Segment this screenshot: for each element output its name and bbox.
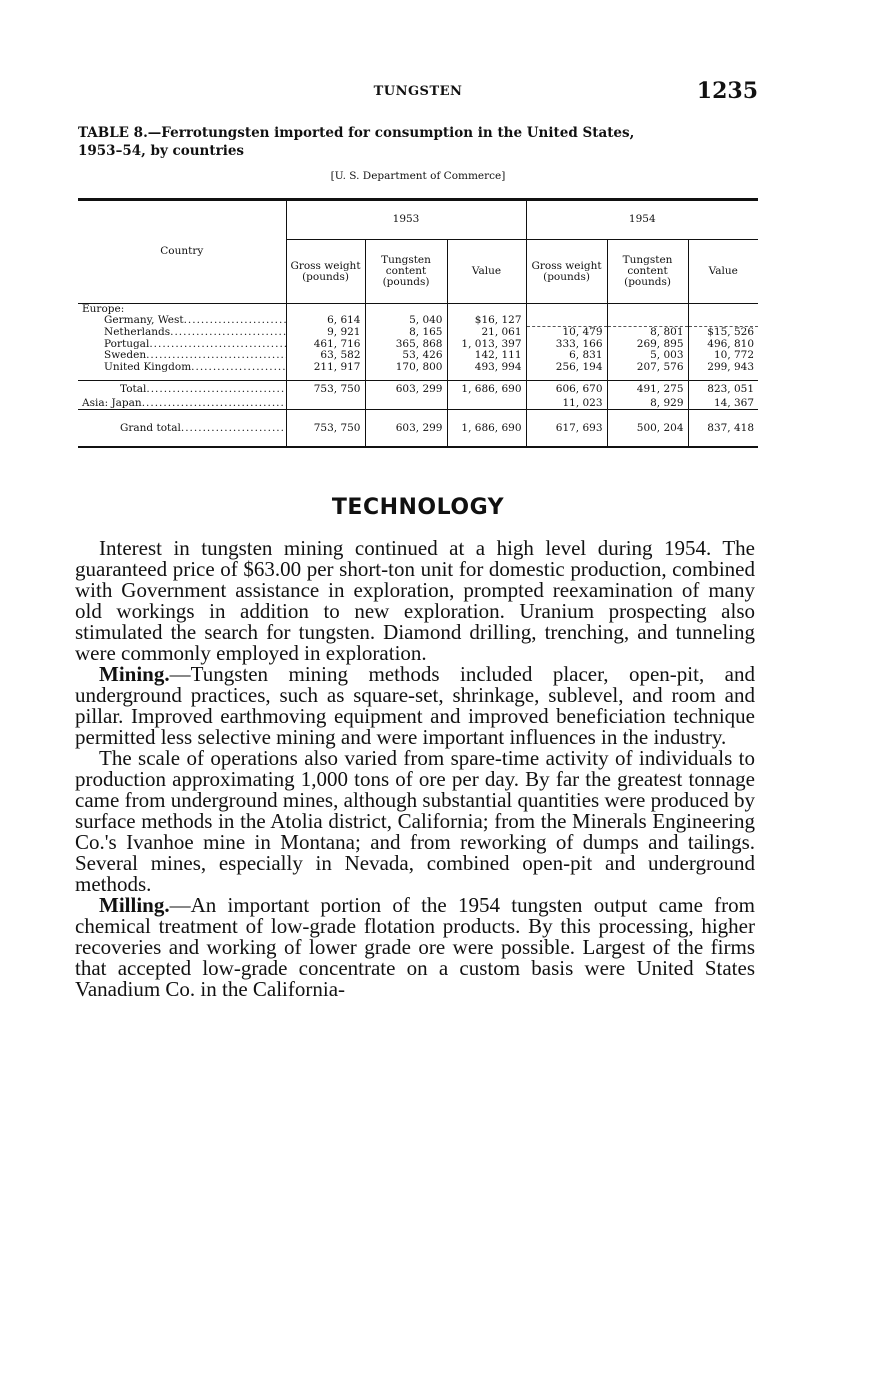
cell: 493, 994: [447, 362, 526, 373]
row-label: United Kingdom .....: [78, 362, 286, 373]
cell: 63, 582: [286, 350, 365, 361]
run-in-heading-milling: Milling.: [99, 893, 170, 917]
cell: 8, 165: [365, 327, 447, 339]
cell: [526, 315, 607, 326]
cell: 10, 479: [526, 327, 607, 339]
cell: 269, 895: [607, 339, 688, 350]
column-header-year-1953: 1953: [286, 200, 526, 240]
table-caption-line1: TABLE 8.—Ferrotungsten imported for consumption in the United States,: [78, 125, 635, 141]
cell: 461, 716: [286, 339, 365, 350]
cell: [286, 398, 365, 410]
table-row-total: [78, 381, 758, 398]
run-in-heading-mining: Mining.: [99, 662, 170, 686]
table-row: [78, 362, 758, 373]
page-number: 1235: [696, 78, 758, 104]
cell: 10, 772: [688, 350, 758, 361]
cell: 365, 868: [365, 339, 447, 350]
cell: 603, 299: [365, 381, 447, 398]
table-row-grand-total: [78, 410, 758, 448]
paragraph-scale: The scale of operations also varied from spare-time activity of individuals to production approximating 1,000 tons of ore per day. By far the greatest tonnage came from underground mines, although substantial quantities were produced by surface methods in the Atolia district, California; from the Minerals Engineering Co.'s Ivanhoe mine in Montana; and from reworking of dumps and tailings. Several mines, especially in Nevada, combined open-pit and underground methods.: [75, 746, 755, 896]
region-label-europe: Europe:: [82, 303, 125, 315]
paragraph-milling: [75, 895, 755, 1000]
cell: 9, 921: [286, 327, 365, 339]
cell: 606, 670: [526, 381, 607, 398]
cell: 491, 275: [607, 381, 688, 398]
row-label-grand-total: Grand total .....: [78, 410, 286, 448]
cell: 1, 013, 397: [447, 339, 526, 350]
cell: 53, 426: [365, 350, 447, 361]
cell: 8, 929: [607, 398, 688, 410]
row-label: Portugal .....: [78, 339, 286, 350]
running-header: [78, 78, 758, 108]
cell: 8, 801: [607, 327, 688, 339]
paragraph-interest: Interest in tungsten mining continued at a high level during 1954. The guaranteed price of $63.00 per short-ton unit for domestic production, combined with Government assistance in exploration, prompted reexamination of many old workings in addition to new exploration. Uranium prospecting also stimulated the search for tungsten. Diamond drilling, trenching, and tunneling were commonly employed in exploration.: [75, 536, 755, 665]
cell: 496, 810: [688, 339, 758, 350]
running-title: TUNGSTEN: [373, 84, 463, 99]
cell: [688, 315, 758, 326]
cell: 1, 686, 690: [447, 381, 526, 398]
cell: 299, 943: [688, 362, 758, 373]
table-row: [78, 327, 758, 339]
table-caption: [78, 124, 758, 160]
cell: 837, 418: [688, 410, 758, 448]
cell: 6, 831: [526, 350, 607, 361]
cell: 21, 061: [447, 327, 526, 339]
column-header-tungsten-content-1953: Tungsten content (pounds): [365, 240, 447, 304]
row-label-total: Total .....: [78, 381, 286, 398]
column-header-gross-weight-1953: Gross weight (pounds): [286, 240, 365, 304]
cell: 753, 750: [286, 381, 365, 398]
cell: 14, 367: [688, 398, 758, 410]
cell: 753, 750: [286, 410, 365, 448]
row-label-asia-japan: Asia: Japan .....: [78, 398, 286, 410]
column-header-gross-weight-1954: Gross weight (pounds): [526, 240, 607, 304]
cell: 170, 800: [365, 362, 447, 373]
cell: 11, 023: [526, 398, 607, 410]
paragraph-mining-text: —Tungsten mining methods included placer, open-pit, and underground practices, such as square-set, shrinkage, sublevel, and room and pillar. Improved earthmoving equipment and improved beneficiation technique permitted less selective mining and were important influences in the industry.: [75, 662, 755, 749]
cell: 5, 040: [365, 315, 447, 326]
column-header-year-1954: 1954: [526, 200, 758, 240]
cell: 207, 576: [607, 362, 688, 373]
paragraph-milling-text: —An important portion of the 1954 tungsten output came from chemical treatment of low-grade flotation products. By this processing, higher recoveries and working of lower grade ore were possible. Largest of the firms that accepted low-grade concentrate on a custom basis were United States Vanadium Co. in the California-: [75, 893, 755, 1001]
column-header-country: Country: [78, 200, 286, 304]
cell: [365, 398, 447, 410]
cell: 603, 299: [365, 410, 447, 448]
column-header-value-1953: Value: [447, 240, 526, 304]
section-body: [75, 538, 755, 1000]
cell: [607, 315, 688, 326]
cell: 1, 686, 690: [447, 410, 526, 448]
section-heading: TECHNOLOGY: [331, 495, 505, 520]
row-label: Sweden .....: [78, 350, 286, 361]
column-header-value-1954: Value: [688, 240, 758, 304]
cell: $15, 526: [688, 327, 758, 339]
cell: 256, 194: [526, 362, 607, 373]
cell: 142, 111: [447, 350, 526, 361]
table-caption-line2: 1953–54, by countries: [78, 143, 245, 159]
cell: 6, 614: [286, 315, 365, 326]
cell: $16, 127: [447, 315, 526, 326]
cell: [447, 398, 526, 410]
ferrotungsten-import-table: [78, 198, 758, 448]
row-label: Germany, West .....: [78, 315, 286, 326]
column-header-tungsten-content-1954: Tungsten content (pounds): [607, 240, 688, 304]
cell: 500, 204: [607, 410, 688, 448]
cell: 211, 917: [286, 362, 365, 373]
table-row-asia-japan: [78, 398, 758, 410]
cell: 617, 693: [526, 410, 607, 448]
paragraph-mining: [75, 664, 755, 748]
cell: 5, 003: [607, 350, 688, 361]
table-row: [78, 350, 758, 361]
cell: 333, 166: [526, 339, 607, 350]
row-label: Netherlands .....: [78, 327, 286, 339]
cell: 823, 051: [688, 381, 758, 398]
table-source: [U. S. Department of Commerce]: [330, 170, 506, 182]
